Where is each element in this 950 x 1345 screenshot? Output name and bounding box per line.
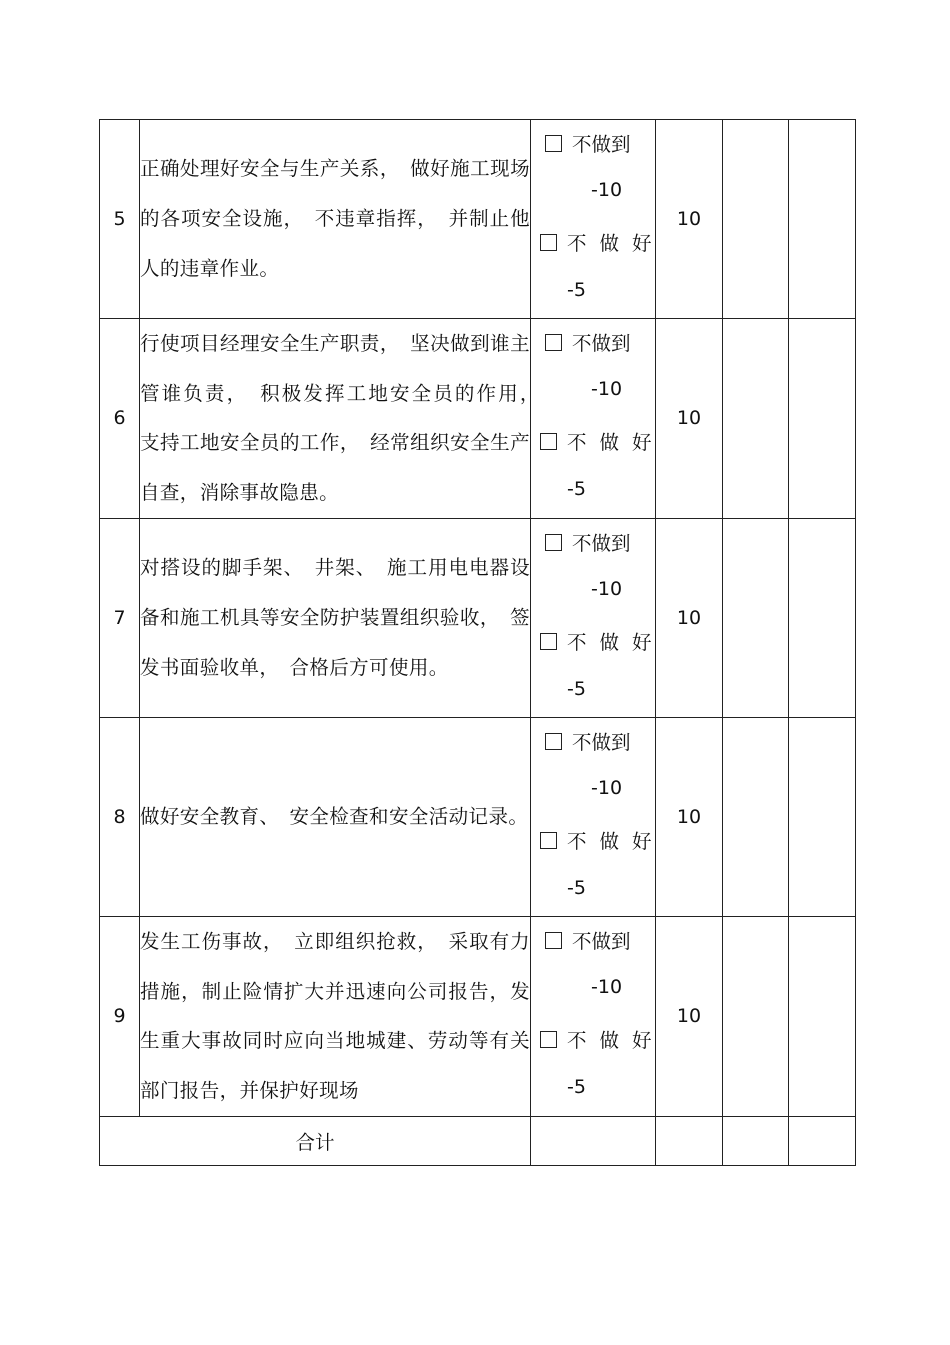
deduction-label: 不做好 [567,630,665,654]
deduction-value: -5 [567,478,586,501]
empty-cell [723,518,789,717]
empty-cell [656,1116,723,1165]
table-row [100,319,856,519]
empty-cell [723,717,789,916]
deduction-label: 不做好 [567,1029,665,1053]
deduction-cell [531,717,665,916]
empty-cell [723,1116,789,1165]
assessment-table [99,119,856,1166]
item-description [140,916,531,1116]
deduction-value: -10 [591,378,623,401]
item-description [140,319,550,519]
checkbox[interactable] [540,234,557,251]
deduction-label: 不做到 [572,730,631,754]
item-description [140,717,531,916]
deduction-value: -10 [591,976,623,999]
deduction-value: -5 [567,1076,586,1099]
deduction-value: -5 [567,677,586,700]
deduction-label: 不做好 [567,232,665,255]
table-row [100,916,856,1116]
empty-cell [789,1116,856,1165]
standard-score: 10 [656,319,723,519]
checkbox[interactable] [545,534,562,551]
checkbox[interactable] [540,1031,557,1048]
deduction-value: -10 [591,776,623,799]
deduction-label: 不做到 [572,930,631,954]
checkbox[interactable] [540,832,557,849]
deduction-value: -5 [567,279,586,301]
empty-cell [789,717,856,916]
item-description-text: 对搭设的脚手架、 井架、 施工用电电器设备和施工机具等安全防护装置组织验收， 签发书面验收单， 合格后方可使用。 [140,556,530,679]
item-description-text: 发生工伤事故， 立即组织抢救， 采取有力措施，制止险情扩大并迅速向公司报告，发生重大事故同时应向当地城建、劳动等有关部门报告，并保护好现场 [140,929,530,1102]
deduction-label: 不做到 [572,133,631,156]
item-number: 7 [100,518,140,717]
empty-cell [723,120,789,319]
total-row [100,1116,856,1165]
deduction-value: -5 [567,876,586,899]
table-row [100,717,856,916]
deduction-value: -10 [591,179,623,201]
item-description-text: 做好安全教育、 安全检查和安全活动记录。 [140,804,529,828]
standard-score: 10 [656,717,723,916]
deduction-label: 不做好 [567,829,665,853]
deduction-value: -10 [591,577,623,600]
checkbox[interactable] [545,733,562,750]
item-description [140,120,531,319]
table-row [100,120,856,319]
standard-score: 10 [656,518,723,717]
deduction-cell [531,518,665,717]
empty-cell [789,120,856,319]
empty-cell [789,319,856,519]
checkbox[interactable] [545,334,562,351]
empty-cell [723,916,789,1116]
checkbox[interactable] [545,135,562,152]
deduction-cell [531,319,665,519]
item-number: 8 [100,717,140,916]
empty-cell [789,518,856,717]
item-description-text: 行使项目经理安全生产职责， 坚决做到谁主管谁负责， 积极发挥工地安全员的作用， 支持工地安全员的工作， 经常组织安全生产自查，消除事故隐患。 [140,332,550,505]
deduction-label: 不做到 [572,531,631,555]
standard-score: 10 [656,120,723,319]
item-number: 9 [100,916,140,1116]
deduction-cell [531,916,665,1116]
checkbox[interactable] [545,932,562,949]
standard-score: 10 [656,916,723,1116]
deduction-label: 不做到 [572,332,631,356]
total-label: 合计 [100,1116,531,1165]
empty-cell [723,319,789,519]
checkbox[interactable] [540,433,557,450]
item-description-text: 正确处理好安全与生产关系， 做好施工现场的各项安全设施， 不违章指挥， 并制止他人的违章作业。 [140,157,530,280]
empty-cell [531,1116,656,1165]
table-row [100,518,856,717]
deduction-label: 不做好 [567,431,665,455]
empty-cell [789,916,856,1116]
item-number: 5 [100,120,140,319]
deduction-cell [531,120,665,319]
item-description [140,518,531,717]
item-number: 6 [100,319,140,519]
checkbox[interactable] [540,633,557,650]
